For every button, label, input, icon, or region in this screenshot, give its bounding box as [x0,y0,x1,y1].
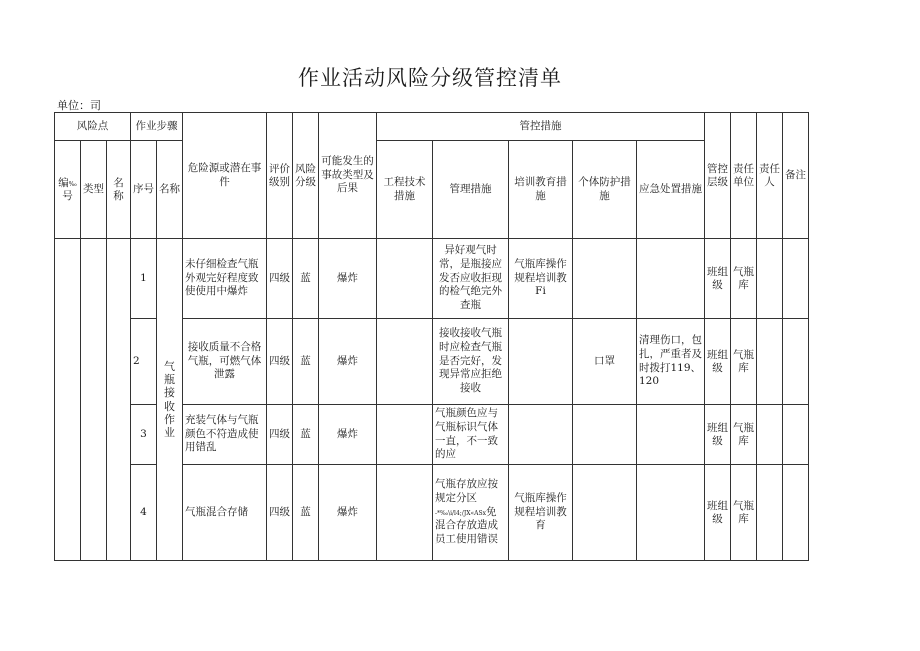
ppe-cell: 口罩 [573,319,637,405]
resp-person-cell [757,465,783,561]
emergency-header: 应急处置措施 [637,141,705,239]
ppe-cell [573,465,637,561]
management-text-a: 气瓶存放应按规定分区 [435,478,498,505]
engineering-header: 工程技术措施 [377,141,433,239]
management-cell: 气瓶颜色应与气瓶标识气体一直，不一致的应 [433,405,509,465]
engineering-cell [377,465,433,561]
seq-cell: 3 [131,405,157,465]
emergency-cell: 清理伤口，包扎，严重者及时拨打119、120 [637,319,705,405]
accident-cell: 爆炸 [319,465,377,561]
number-header-mark: ‰ [68,180,77,188]
step-name-header: 名称 [157,141,183,239]
control-level-cell: 班组级 [705,405,731,465]
control-level-cell: 班组级 [705,239,731,319]
remark-cell [783,405,809,465]
seq-cell: 1 [131,239,157,319]
resp-person-cell [757,319,783,405]
eval-cell: 四级 [267,465,293,561]
seq-cell: 2 [131,319,157,405]
header-row-1 [55,113,809,141]
accident-cell: 爆炸 [319,319,377,405]
remark-header: 备注 [783,113,809,239]
accident-cell: 爆炸 [319,405,377,465]
accident-cell: 爆炸 [319,239,377,319]
risk-cell: 蓝 [293,405,319,465]
emergency-cell [637,405,705,465]
name-header: 名称 [107,141,131,239]
ppe-header: 个体防护措施 [573,141,637,239]
control-level-cell: 班组级 [705,465,731,561]
hazard-cell: 气瓶混合存储 [183,465,267,561]
resp-person-cell [757,239,783,319]
resp-unit-cell: 气瓶库 [731,239,757,319]
eval-level-header: 评价级别 [267,113,293,239]
management-text-b: 免混合存放造成员工使用错误 [435,505,498,545]
hazard-cell: 充装气体与气瓶颜色不符造成使用错乱 [183,405,267,465]
eval-cell: 四级 [267,319,293,405]
risk-control-table [54,112,809,561]
remark-cell [783,239,809,319]
ppe-cell [573,239,637,319]
type-cell [81,239,107,561]
hazard-cell: 接收质量不合格气瓶，可燃气体泄露 [183,319,267,405]
risk-cell: 蓝 [293,465,319,561]
emergency-cell [637,465,705,561]
management-cell [433,465,509,561]
hazard-cell: 未仔细检查气瓶外观完好程度致使使用中爆炸 [183,239,267,319]
emergency-cell [637,239,705,319]
eval-cell: 四级 [267,405,293,465]
page-title: 作业活动风险分级管控清单 [298,66,562,90]
resp-person-cell [757,405,783,465]
control-level-header: 管控层级 [705,113,731,239]
remark-cell [783,319,809,405]
risk-cell: 蓝 [293,319,319,405]
engineering-cell [377,405,433,465]
management-header: 管理措施 [433,141,509,239]
training-cell: 气瓶库操作规程培训教Fi [509,239,573,319]
engineering-cell [377,239,433,319]
management-text-small: -*‰\i/l4;/JX«ASx [435,509,486,517]
resp-person-header: 责任人 [757,113,783,239]
resp-unit-cell: 气瓶库 [731,319,757,405]
resp-unit-header: 责任单位 [731,113,757,239]
risk-level-header: 风险分级 [293,113,319,239]
control-level-cell: 班组级 [705,319,731,405]
training-cell [509,405,573,465]
number-header-b: 号 [62,189,73,202]
control-measures-header: 管控措施 [377,113,705,141]
number-cell [55,239,81,561]
eval-cell: 四级 [267,239,293,319]
risk-cell: 蓝 [293,239,319,319]
header-row-2 [55,141,809,239]
number-header [55,141,81,239]
engineering-cell [377,319,433,405]
training-header: 培训教育措施 [509,141,573,239]
name-cell [107,239,131,561]
number-header-a: 编 [58,176,69,189]
seq-header: 序号 [131,141,157,239]
remark-cell [783,465,809,561]
training-cell: 气瓶库操作规程培训教育 [509,465,573,561]
table-row [55,239,809,319]
hazard-header: 危险源或潜在事件 [183,113,267,239]
type-header: 类型 [81,141,107,239]
resp-unit-cell: 气瓶库 [731,465,757,561]
seq-cell: 4 [131,465,157,561]
management-cell: 异好观气时常，是瓶接应发否应收拒现的检气绝完外查瓶 [433,239,509,319]
unit-label: 单位：司 [57,99,101,112]
step-name-cell: 气瓶接收作业 [157,239,183,561]
work-step-header: 作业步骤 [131,113,183,141]
ppe-cell [573,405,637,465]
risk-point-header: 风险点 [55,113,131,141]
management-cell: 接收接收气瓶时应检查气瓶是否完好，发现异常应拒绝接收 [433,319,509,405]
resp-unit-cell: 气瓶库 [731,405,757,465]
accident-header: 可能发生的事故类型及后果 [319,113,377,239]
training-cell [509,319,573,405]
